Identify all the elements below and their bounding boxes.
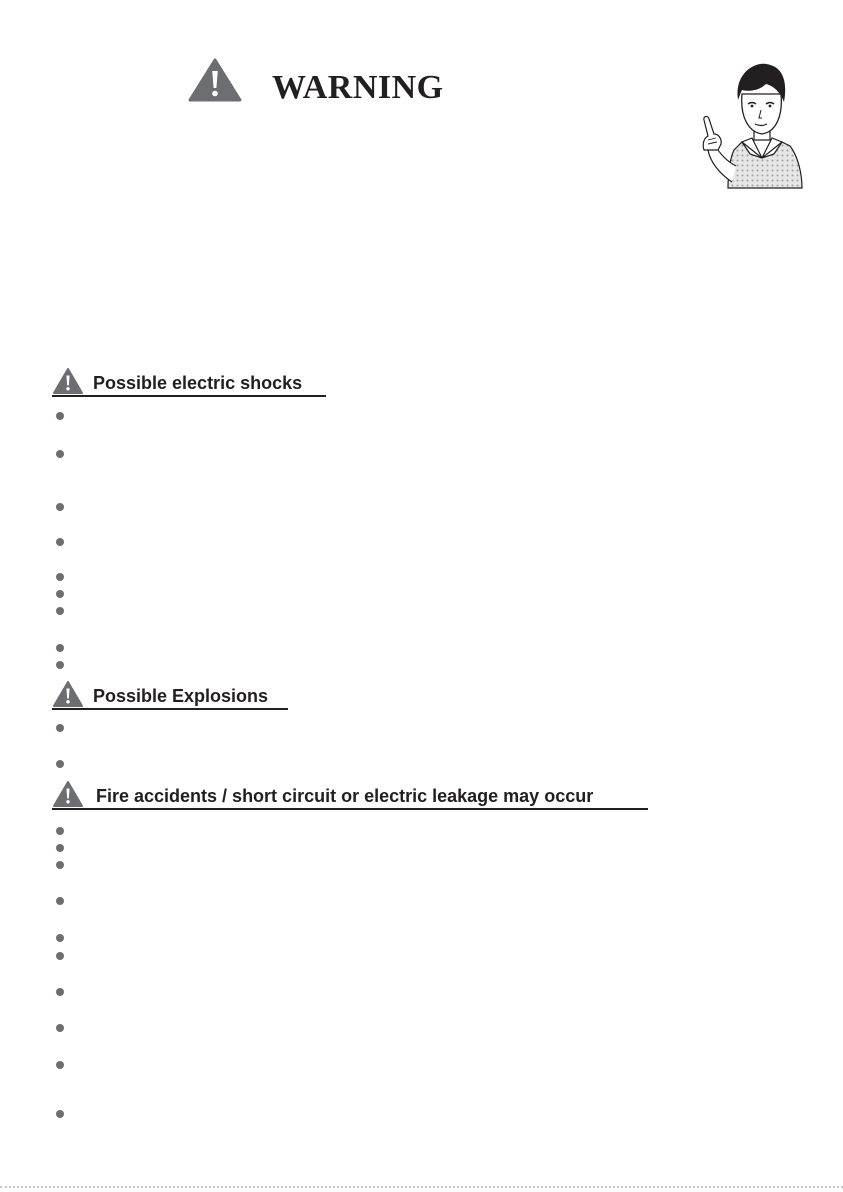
bullet xyxy=(56,827,64,835)
bullet xyxy=(56,934,64,942)
section-heading-label: Fire accidents / short circuit or electric leakage may occur xyxy=(96,786,594,806)
warning-triangle-icon xyxy=(52,680,84,708)
warning-triangle-icon xyxy=(52,367,84,395)
bullet xyxy=(56,988,64,996)
bullet xyxy=(56,760,64,768)
bullet xyxy=(56,952,64,960)
heading-underline xyxy=(52,808,648,810)
bullet xyxy=(56,538,64,546)
bullet xyxy=(56,412,64,420)
warning-triangle-icon xyxy=(52,780,84,808)
bullet xyxy=(56,861,64,869)
bullet xyxy=(56,590,64,598)
bullet xyxy=(56,607,64,615)
heading-underline xyxy=(52,708,288,710)
bullet xyxy=(56,1024,64,1032)
bullet xyxy=(56,897,64,905)
section-heading-label: Possible electric shocks xyxy=(93,373,303,393)
bullet xyxy=(56,1061,64,1069)
page-title: WARNING xyxy=(272,69,444,106)
heading-underline xyxy=(52,395,326,397)
bullet xyxy=(56,661,64,669)
bullet xyxy=(56,573,64,581)
bullet xyxy=(56,1110,64,1118)
pointing-person-illustration xyxy=(690,58,810,190)
bullet xyxy=(56,844,64,852)
bullet xyxy=(56,503,64,511)
bullet xyxy=(56,724,64,732)
page-bottom-rule xyxy=(0,1186,843,1188)
bullet xyxy=(56,450,64,458)
header-warning-icon xyxy=(187,57,243,103)
bullet xyxy=(56,644,64,652)
section-heading-label: Possible Explosions xyxy=(93,686,269,706)
